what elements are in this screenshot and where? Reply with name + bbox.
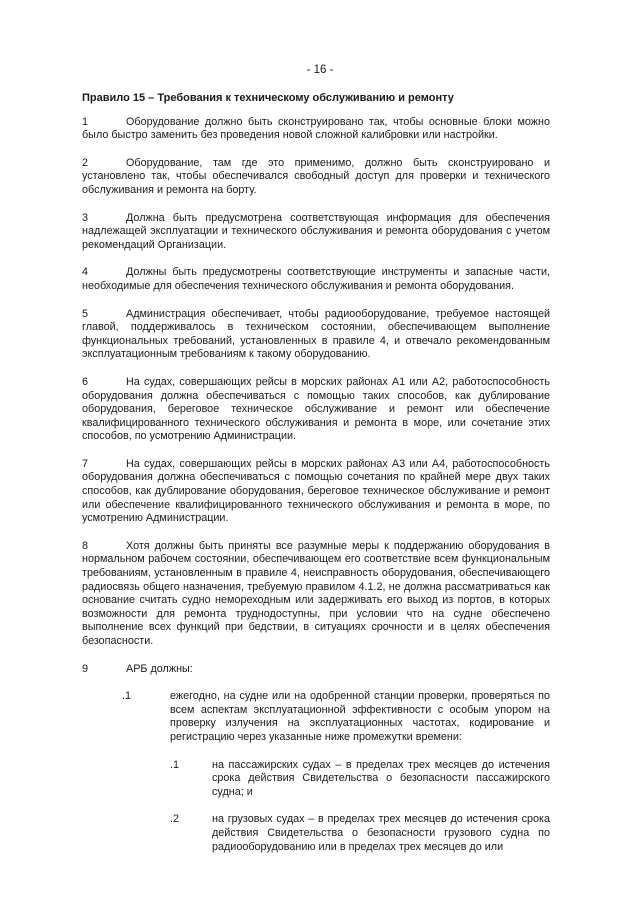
document-body <box>82 92 550 868</box>
paragraph-number: 8 <box>82 539 89 552</box>
paragraph-1 <box>82 116 550 143</box>
list-item-1 <box>82 690 550 744</box>
paragraph-text: Оборудование, там где это применимо, должно быть сконструировано и установлено так, чтобы обеспечивался свободный доступ для проверки и технического обслуживания и ремонта на борту. <box>82 156 550 196</box>
sub-list-item-2 <box>82 813 550 854</box>
paragraph-number: 3 <box>82 211 89 224</box>
sub-list-item-text: на пассажирских судах – в пределах трех месяцев до истечения срока действия Свидетельства о безопасности пассажирского судна; и <box>212 758 550 798</box>
paragraph-text: Администрация обеспечивает, чтобы радиооборудование, требуемое настоящей главой, поддерживалось в техническом состоянии, обеспечивающем выполнение функциональных требований, установленных в правиле 4, и отвечало рекомендованным эксплуатационным требованиям к такому оборудованию. <box>82 307 550 361</box>
sub-list-item-label: .1 <box>170 758 180 771</box>
paragraph-text: Оборудование должно быть сконструировано так, чтобы основные блоки можно было быстро заменить без проведения новой сложной калибровки или настройки. <box>82 115 550 142</box>
paragraph-4 <box>82 266 550 293</box>
paragraph-8 <box>82 540 550 649</box>
paragraph-number: 4 <box>82 266 89 279</box>
paragraph-text: На судах, совершающих рейсы в морских районах A3 или A4, работоспособность оборудования должна обеспечиваться с помощью сочетания по крайней мере двух таких способов, как дублирование оборудования, береговое техническое обслуживание и ремонт или обеспечение квалифицированного технического обслуживания и ремонта в море, по усмотрению Администрации. <box>82 457 550 525</box>
paragraph-number: 6 <box>82 375 89 388</box>
paragraph-6 <box>82 376 550 444</box>
rule-title: Правило 15 – Требования к техническому обслуживанию и ремонту <box>82 92 454 104</box>
paragraph-number: 2 <box>82 156 89 169</box>
paragraph-3 <box>82 212 550 253</box>
paragraph-2 <box>82 157 550 198</box>
list-item-label: .1 <box>122 690 132 703</box>
paragraph-9 <box>82 663 550 677</box>
paragraph-text: На судах, совершающих рейсы в морских районах A1 или A2, работоспособность оборудования должна обеспечиваться с помощью таких способов, как дублирование оборудования, береговое техническое обслуживание и ремонт или обеспечение квалифицированного технического обслуживания и ремонта в море, или сочетание этих способов, по усмотрению Администрации. <box>82 375 550 443</box>
paragraph-7 <box>82 458 550 526</box>
page-number: - 16 - <box>306 64 334 76</box>
sub-list-item-1 <box>82 759 550 800</box>
paragraph-number: 1 <box>82 115 89 128</box>
paragraph-text: АРБ должны: <box>126 662 193 675</box>
paragraph-text: Должна быть предусмотрена соответствующая информация для обеспечения надлежащей эксплуатации и технического обслуживания и ремонта оборудования с учетом рекомендаций Организации. <box>82 211 550 251</box>
paragraph-text: Должны быть предусмотрены соответствующие инструменты и запасные части, необходимые для обеспечения технического обслуживания и ремонта оборудования. <box>82 266 550 292</box>
paragraph-text: Хотя должны быть приняты все разумные меры к поддержанию оборудования в нормальном рабочем состоянии, обеспечивающем его соответствие всем функциональным требованиям, установленным в правиле 4, неисправность оборудования, обеспечивающего радиосвязь общего назначения, требуемую правилом 4.1.2, не должна рассматриваться как основание считать судно немореходным или задерживать его выход из портов, в которых возможности для ремонта труднодоступны, при условии что на судне обеспечено выполнение всех функций при бедствии, в ситуациях срочности и в целях обеспечения безопасности. <box>82 539 550 647</box>
paragraph-number: 9 <box>82 662 89 675</box>
sub-list-item-text: на грузовых судах – в пределах трех месяцев до истечения срока действия Свидетельства о безопасности грузового судна по радиооборудованию или в пределах трех месяцев до или <box>212 813 550 853</box>
paragraph-number: 5 <box>82 307 89 320</box>
paragraph-number: 7 <box>82 457 89 470</box>
paragraph-5 <box>82 308 550 362</box>
list-item-text: ежегодно, на судне или на одобренной станции проверки, проверяться по всем аспектам эксплуатационной эффективности с особым упором на проверку излучения на эксплуатационных частотах, кодирование и регистрацию через указанные ниже промежутки времени: <box>170 690 550 743</box>
sub-list-item-label: .2 <box>170 813 180 826</box>
